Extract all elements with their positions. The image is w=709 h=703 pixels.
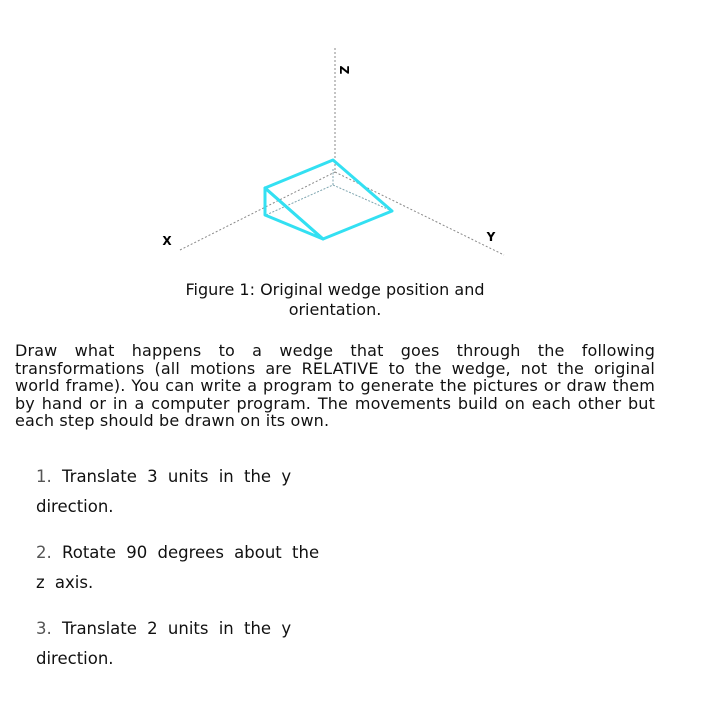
list-item bbox=[36, 462, 336, 522]
list-item bbox=[36, 614, 336, 674]
y-axis-label: Y bbox=[486, 230, 496, 244]
step-text: Rotate 90 degrees about the z axis. bbox=[36, 543, 320, 592]
figure-caption: Figure 1: Original wedge position and orientation. bbox=[185, 280, 485, 319]
steps-list bbox=[36, 462, 336, 690]
list-item bbox=[36, 538, 336, 598]
step-number: 3. bbox=[36, 619, 52, 638]
z-axis-label: Z bbox=[337, 65, 351, 75]
step-number: 1. bbox=[36, 467, 52, 486]
wedge-figure bbox=[0, 0, 709, 300]
instructions-paragraph: Draw what happens to a wedge that goes through the following transformations (all motions are RELATIVE to the wedge, not the original world frame). You can write a program to generate the pictures or draw them by hand or in a computer program. The movements build on each other but each step should be drawn on its own. bbox=[15, 341, 655, 430]
step-text: Translate 2 units in the y direction. bbox=[36, 619, 292, 668]
wedge-shape bbox=[265, 160, 392, 239]
wedge-hidden-edges bbox=[266, 168, 392, 215]
step-text: Translate 3 units in the y direction. bbox=[36, 467, 292, 516]
x-axis-line bbox=[180, 172, 335, 250]
x-axis-label: X bbox=[162, 234, 172, 248]
step-number: 2. bbox=[36, 543, 52, 562]
